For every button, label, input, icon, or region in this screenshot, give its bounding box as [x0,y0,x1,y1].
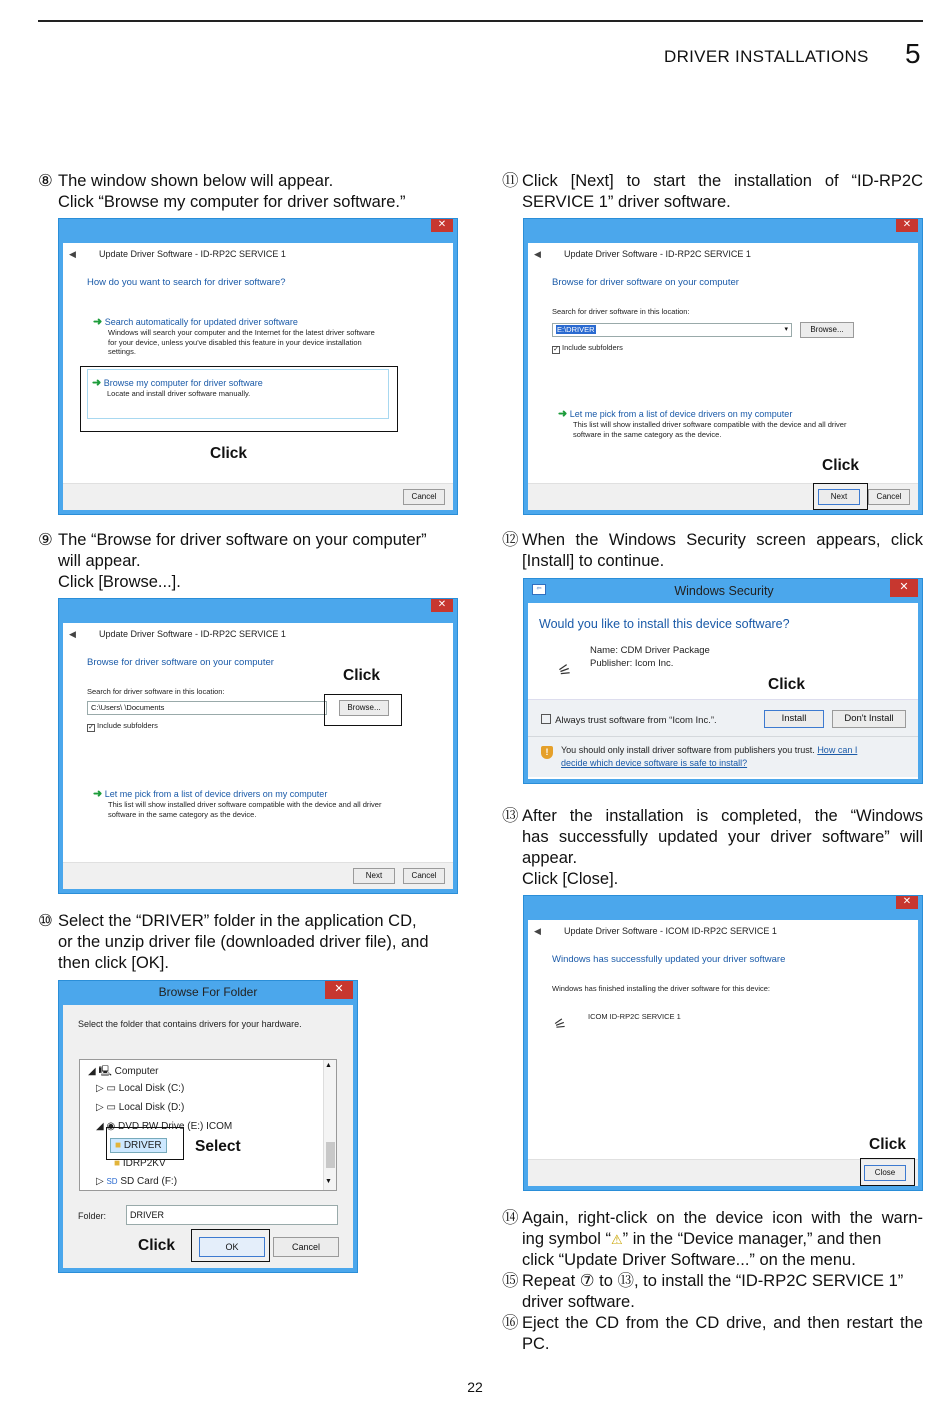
tree-label: Computer [114,1066,159,1077]
tree-label: IDRP2KV [122,1158,166,1169]
window-title: Update Driver Software - ID-RP2C SERVICE 1 [564,249,751,259]
cancel-button[interactable]: Cancel [273,1237,339,1257]
option-desc: Windows will search your computer and the Internet for the latest driver software [108,328,375,337]
click-callout: Click [138,1237,176,1254]
option-desc: This list will show installed driver software compatible with the device and all driver [108,800,382,809]
window-question: How do you want to search for driver software? [87,277,286,288]
tree-label: Local Disk (C:) [118,1083,185,1094]
windows-security-dialog [523,578,923,784]
folder-icon: ■ [115,1140,122,1151]
checkbox-label: Include subfolders [562,343,623,352]
install-button[interactable]: Install [764,710,824,728]
click-callout: Click [768,676,806,693]
chevron-down-icon[interactable]: ▾ [784,326,788,333]
cancel-button[interactable]: Cancel [868,489,910,505]
window-heading: Browse for driver software on your computer [552,277,739,288]
tree-label: Local Disk (D:) [118,1102,185,1113]
step-text: has successfully updated your driver software” will [522,828,923,846]
instruction-text: Select the folder that contains drivers for your hardware. [78,1019,302,1029]
next-button[interactable]: Next [818,489,860,505]
close-icon[interactable]: ✕ [896,896,918,909]
device-name: ICOM ID-RP2C SERVICE 1 [588,1012,681,1021]
window-title: Update Driver Software - ID-RP2C SERVICE 1 [99,629,286,639]
step-12 [502,530,923,574]
back-icon[interactable]: ◀ [69,629,76,639]
option-title: Let me pick from a list of device drivers on my computer [569,409,793,419]
step-text: Repeat ⑦ to ⑬, to install the “ID-RP2C SERVICE 1” [522,1272,904,1290]
close-button[interactable]: Close [864,1165,906,1181]
step-text: will appear. [58,552,141,570]
arrow-icon: ➜ [92,377,102,389]
tree-item-computer[interactable]: ◢ 🖳 Computer [88,1066,159,1077]
back-icon[interactable]: ◀ [534,926,541,936]
path-value: E:\DRIVER [557,325,595,334]
tree-label: SD Card (F:) [120,1176,178,1187]
highlight-frame [324,694,402,726]
step-text: Click [Next] to start the installation of “ID-RP2C [522,172,923,190]
step-number: ⑪ [502,172,519,190]
close-icon[interactable]: ✕ [431,219,453,232]
option-desc: Locate and install driver software manually. [107,389,251,398]
browse-button[interactable]: Browse... [800,322,854,338]
browse-button[interactable]: Browse... [339,700,389,716]
step-text: After the installation is completed, the “Windows [522,807,923,825]
step-text: Eject the CD from the CD drive, and then restart the [522,1314,923,1332]
step-text: Click [Close]. [522,870,619,888]
step-10 [38,911,458,977]
tree-item-f[interactable]: ▷ SD SD Card (F:) [96,1176,178,1187]
folder-tree[interactable] [79,1059,337,1191]
next-button[interactable]: Next [353,868,395,884]
step-text: Click [Browse...]. [58,573,181,591]
arrow-icon: ➜ [558,408,568,420]
option-desc: for your device, unless you've disabled this feature in your device installation [108,337,362,347]
highlight-frame [860,1158,915,1186]
scrollbar[interactable] [323,1060,336,1190]
header-rule [38,20,923,22]
cancel-button[interactable]: Cancel [403,489,445,505]
sd-card-icon: SD [106,1177,118,1186]
step-text: Click “Browse my computer for driver software.” [58,193,406,211]
scroll-up-icon[interactable]: ▲ [325,1062,332,1069]
search-label: Search for driver software in this location: [87,687,225,696]
update-driver-window-success [523,895,923,1191]
highlight-frame [191,1229,270,1262]
shield-warning-icon: ! [541,746,553,759]
security-question: Would you like to install this device software? [539,617,790,631]
security-warning [561,744,911,770]
disc-icon: ◉ [106,1121,116,1132]
option-desc: software in the same category as the device. [573,429,722,439]
back-icon[interactable]: ◀ [69,249,76,259]
click-callout: Click [822,457,860,474]
include-subfolders-checkbox[interactable]: ✓ Include subfolders [88,721,158,731]
step-number: ⑮ [502,1272,519,1290]
step-number: ⑧ [38,172,53,190]
checkbox-label: Always trust software from “Icom Inc.”. [555,715,717,726]
pick-list-option[interactable] [558,407,878,439]
step-13 [502,806,923,894]
path-input[interactable] [552,323,792,337]
click-callout: Click [869,1136,907,1153]
cancel-button[interactable]: Cancel [403,868,445,884]
step-number: ⑭ [502,1209,519,1227]
pick-list-option[interactable] [93,787,403,819]
window-icon: ⇦ [532,584,546,595]
arrow-icon: ➜ [93,788,103,800]
tree-item-c[interactable]: ▷ ▭ Local Disk (C:) [96,1083,185,1094]
window-footer [63,483,453,510]
window-title: Browse For Folder [158,985,258,999]
search-label: Search for driver software in this location: [552,307,690,316]
help-link[interactable]: decide which device software is safe to install? [561,758,748,768]
ok-button[interactable]: OK [199,1237,265,1257]
option-title: Search automatically for updated driver software [104,317,298,327]
step-text: The window shown below will appear. [58,172,334,190]
close-icon[interactable]: ✕ [896,219,918,232]
tree-item-d[interactable]: ▷ ▭ Local Disk (D:) [96,1102,185,1113]
highlight-frame [813,483,868,510]
update-driver-window-browse-e [523,218,923,515]
step-text: The “Browse for driver software on your computer” [58,531,427,549]
window-footer [63,862,453,889]
divider [528,736,918,737]
folder-icon: ■ [114,1158,121,1169]
scroll-down-icon[interactable]: ▼ [325,1178,332,1185]
step-number: ⑨ [38,531,53,549]
click-callout: Click [343,667,381,684]
step-text: click “Update Driver Software...” on the menu. [522,1251,856,1269]
tree-label: DVD RW Drive (E:) ICOM [117,1121,233,1132]
step-text [522,1229,923,1250]
step-text: appear. [522,849,578,867]
step-number: ⑬ [502,807,519,825]
option-title: Browse my computer for driver software [103,378,263,388]
step-text: then click [OK]. [58,954,169,972]
window-heading: Browse for driver software on your computer [87,657,274,668]
option-title: Let me pick from a list of device drivers on my computer [104,789,328,799]
step-text: [Install] to continue. [522,552,665,570]
window-heading: Windows has successfully updated your driver software [552,954,786,965]
tree-item-e[interactable]: ◢ ◉ DVD RW Drive (E:) ICOM [96,1121,233,1132]
search-auto-option[interactable] [93,315,393,357]
dont-install-button[interactable]: Don't Install [832,710,906,728]
window-title: Update Driver Software - ID-RP2C SERVICE 1 [99,249,286,259]
tree-label: DRIVER [123,1140,162,1151]
highlight-frame [106,1127,184,1160]
step-14 [502,1208,923,1274]
back-icon[interactable]: ◀ [534,249,541,259]
step-text: PC. [522,1335,550,1353]
usb-device-icon: ⚟ [555,660,575,682]
usb-device-icon: ⚟ [551,1014,569,1034]
security-lower-panel [528,699,918,777]
success-desc: Windows has finished installing the driver software for this device: [552,984,771,993]
driver-name: Name: CDM Driver Package [590,645,710,656]
step-16 [502,1313,923,1357]
step-text-part: ” in the “Device manager,” and then [622,1230,882,1248]
step-text: driver software. [522,1293,635,1311]
close-icon[interactable]: ✕ [325,981,353,999]
select-callout: Select [195,1138,241,1155]
warning-icon: ⚠ [610,1232,623,1247]
step-11 [502,171,923,215]
scroll-thumb[interactable] [326,1142,335,1168]
close-icon[interactable]: ✕ [431,599,453,612]
step-number: ⑯ [502,1314,519,1332]
window-title: Update Driver Software - ICOM ID-RP2C SERVICE 1 [564,926,777,936]
always-trust-checkbox[interactable] [541,714,717,726]
arrow-icon: ➜ [93,316,103,328]
step-text: SERVICE 1” driver software. [522,193,731,211]
step-8 [38,171,458,215]
close-icon[interactable]: ✕ [890,579,918,597]
warning-text: You should only install driver software from publishers you trust. [561,745,815,755]
computer-icon: 🖳 [98,1066,112,1077]
option-desc: software in the same category as the device. [108,809,257,819]
step-text: Again, right-click on the device icon with the warn- [522,1209,923,1227]
path-input[interactable]: C:\Users\ \Documents [87,701,327,715]
step-9 [38,530,458,596]
chapter-number: 5 [905,38,921,69]
page-number: 22 [467,1379,483,1395]
checkbox-label: Include subfolders [97,721,158,730]
step-number: ⑫ [502,531,519,549]
highlight-frame [80,366,398,432]
step-text: or the unzip driver file (downloaded driver file), and [58,933,429,951]
window-title: Windows Security [674,584,774,598]
step-text-part: ing symbol “ [522,1230,611,1248]
step-text: When the Windows Security screen appears, click [522,531,923,549]
include-subfolders-checkbox[interactable]: ✓ Include subfolders [553,343,623,353]
folder-input[interactable]: DRIVER [126,1205,338,1225]
option-desc: settings. [108,347,136,356]
driver-publisher: Publisher: Icom Inc. [590,658,674,669]
section-title: DRIVER INSTALLATIONS [664,47,869,66]
step-15 [502,1271,923,1315]
folder-label: Folder: [78,1211,107,1221]
step-text: Select the “DRIVER” folder in the application CD, [58,912,417,930]
drive-icon: ▭ [106,1083,116,1094]
click-callout: Click [210,445,248,462]
update-driver-window-browse [58,598,458,894]
help-link[interactable]: How can I [817,745,858,755]
step-number: ⑩ [38,912,53,930]
drive-icon: ▭ [106,1102,116,1113]
option-desc: This list will show installed driver software compatible with the device and all driver [573,420,847,429]
